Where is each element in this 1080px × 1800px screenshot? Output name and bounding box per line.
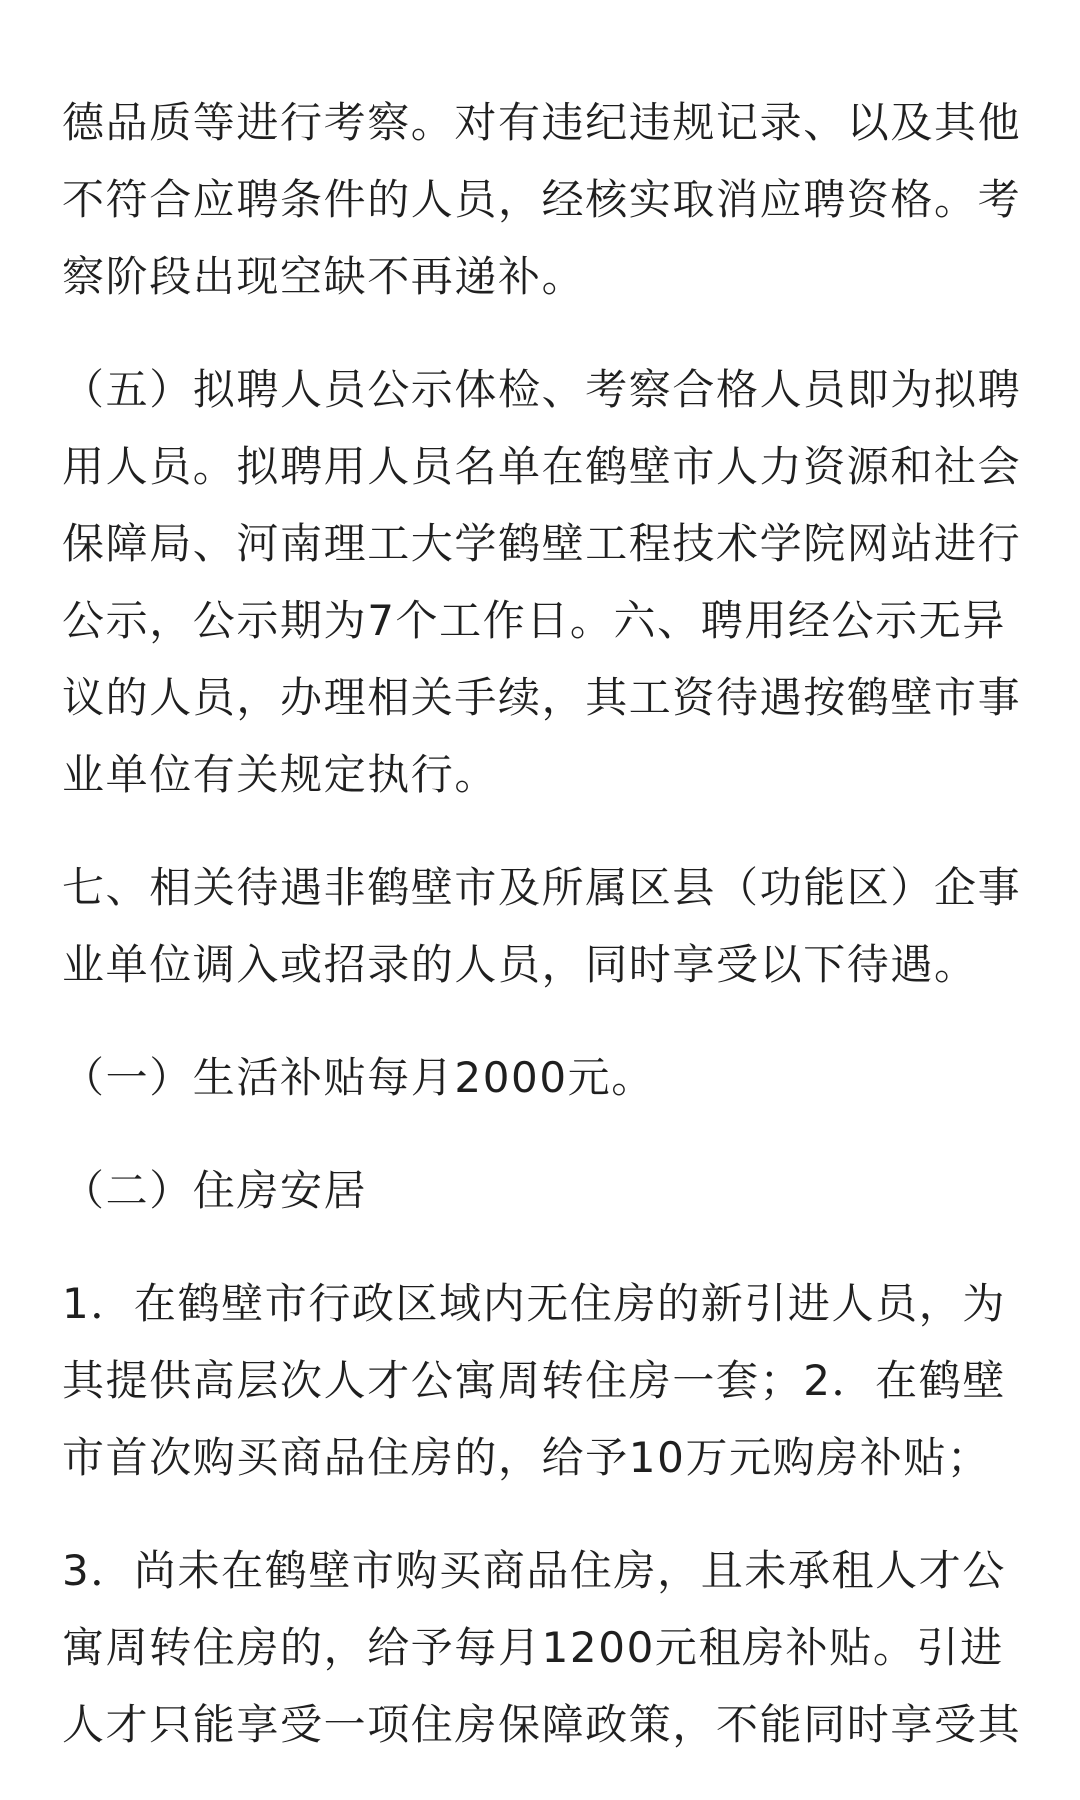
paragraph-gap [62,315,1030,351]
paragraph-gap [62,1116,1030,1152]
text-line: 议的人员，办理相关手续，其工资待遇按鹤壁市事 [62,673,1022,722]
paragraph-housing-items [62,1265,1030,1496]
text-line: 业单位有关规定执行。 [62,750,499,799]
paragraph-living-subsidy [62,1039,1030,1116]
paragraph-housing-heading [62,1152,1030,1229]
text-line: 市首次购买商品住房的，给予10万元购房补贴； [62,1433,991,1482]
text-line: 人才只能享受一项住房保障政策，不能同时享受其 [62,1700,1022,1749]
text-line: 德品质等进行考察。对有违纪违规记录、以及其他 [62,98,1022,147]
paragraph-rent-subsidy [62,1532,1030,1763]
text-line: 业单位调入或招录的人员，同时享受以下待遇。 [62,940,978,989]
paragraph-gap [62,1003,1030,1039]
text-line: 寓周转住房的，给予每月1200元租房补贴。引进 [62,1623,1004,1672]
paragraph-benefits-intro [62,849,1030,1003]
text-line: 其提供高层次人才公寓周转住房一套；2．在鹤壁 [62,1356,1006,1405]
text-line: 3．尚未在鹤壁市购买商品住房，且未承租人才公 [62,1546,1006,1595]
text-line: （一）生活补贴每月2000元。 [62,1053,655,1102]
text-line: 七、相关待遇非鹤壁市及所属区县（功能区）企事 [62,863,1022,912]
text-line: 用人员。拟聘用人员名单在鹤壁市人力资源和社会 [62,442,1022,491]
paragraph-publicity [62,351,1030,813]
text-line: 不符合应聘条件的人员，经核实取消应聘资格。考 [62,175,1022,224]
text-line: （二）住房安居 [62,1166,368,1215]
paragraph-gap [62,1496,1030,1532]
article-body [62,84,1030,1763]
text-line: 保障局、河南理工大学鹤壁工程技术学院网站进行 [62,519,1022,568]
paragraph-gap [62,813,1030,849]
text-line: （五）拟聘人员公示体检、考察合格人员即为拟聘 [62,365,1022,414]
text-line: 1．在鹤壁市行政区域内无住房的新引进人员，为 [62,1279,1006,1328]
paragraph-inspection [62,84,1030,315]
text-line: 公示，公示期为7个工作日。六、聘用经公示无异 [62,596,1006,645]
text-line: 察阶段出现空缺不再递补。 [62,252,586,301]
paragraph-gap [62,1229,1030,1265]
